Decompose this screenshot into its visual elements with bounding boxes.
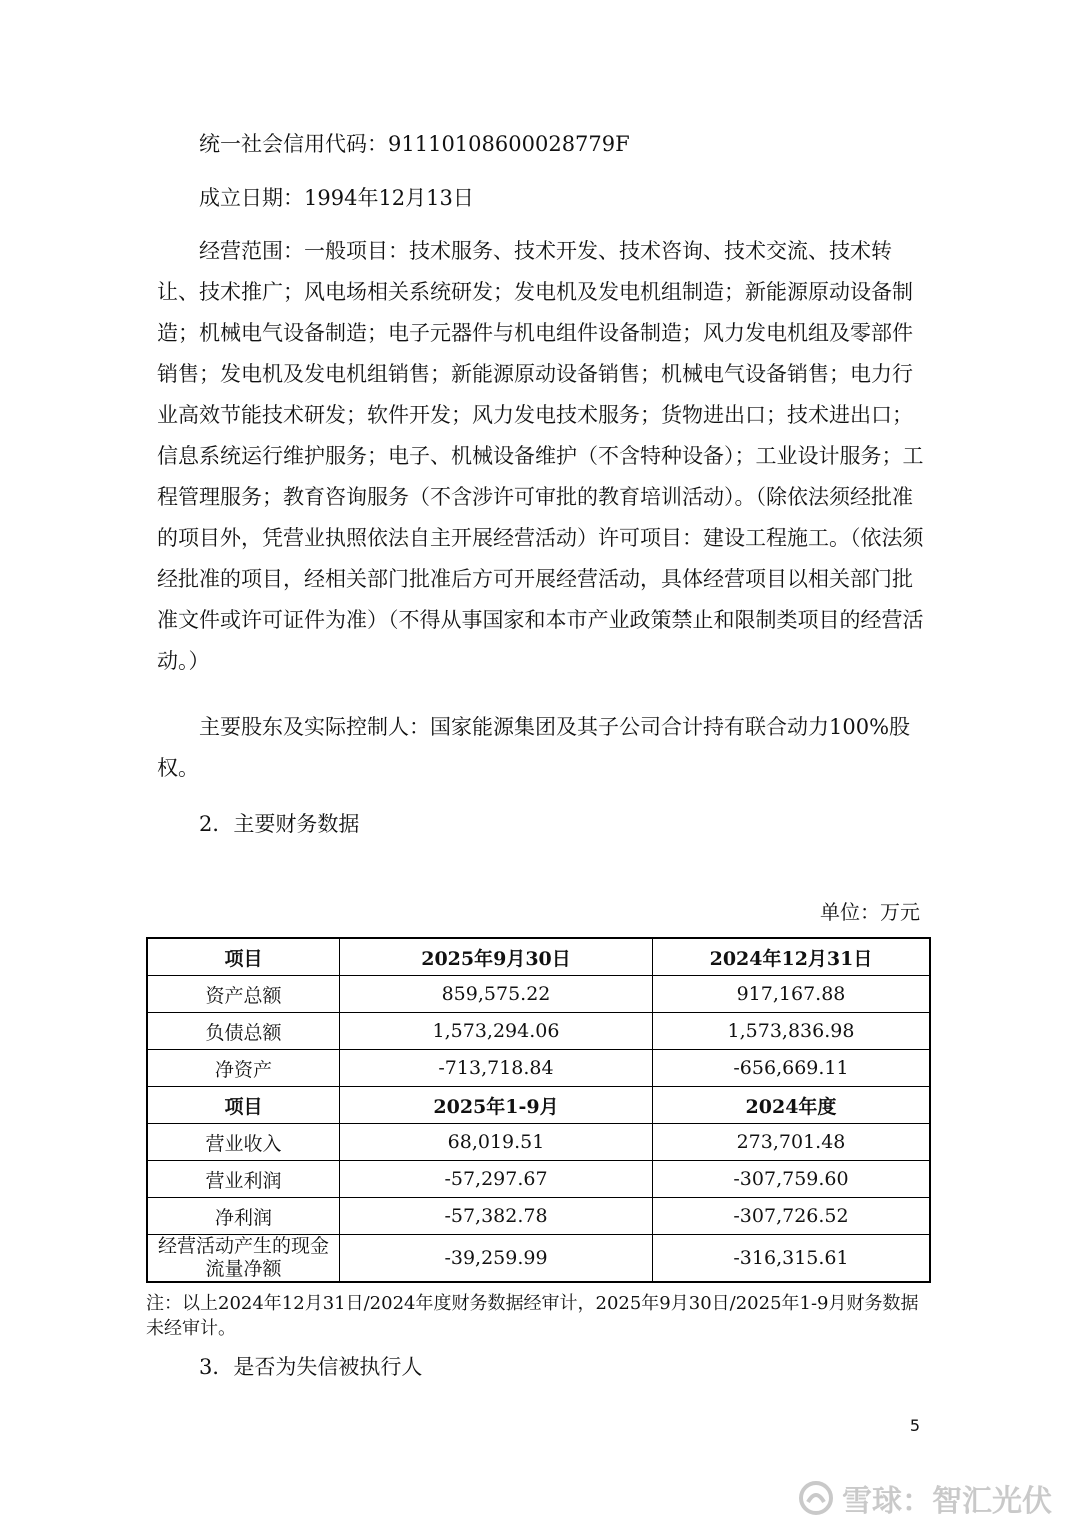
- table-cell: -656,669.11: [653, 1050, 931, 1087]
- business-scope: 经营范围：一般项目：技术服务、技术开发、技术咨询、技术交流、技术转让、技术推广；风电场相关系统研发；发电机及发电机组制造；新能源原动设备制造；机械电气设备制造；电子元器件与机电组件设备制造；风力发电机组及零部件销售；发电机及发电机组销售；新能源原动设备销售；机械电气设备销售；电力行业高效节能技术研发；软件开发；风力发电技术服务；货物进出口；技术进出口；信息系统运行维护服务；电子、机械设备维护（不含特种设备）；工业设计服务；工程管理服务；教育咨询服务（不含涉许可审批的教育培训活动）。（除依法须经批准的项目外，凭营业执照依法自主开展经营活动）许可项目：建设工程施工。（依法须经批准的项目，经相关部门批准后方可开展经营活动，具体经营项目以相关部门批准文件或许可证件为准）（不得从事国家和本市产业政策禁止和限制类项目的经营活动。）: [157, 239, 924, 673]
- section-2-heading: 2．主要财务数据: [199, 812, 360, 836]
- table-cell: -307,726.52: [653, 1198, 931, 1235]
- table-row: [147, 1050, 930, 1087]
- table-cell: 营业利润: [147, 1161, 340, 1198]
- table-row: [147, 1124, 930, 1161]
- table-cell: 1,573,294.06: [340, 1013, 653, 1050]
- table-note: 注：以上2024年12月31日/2024年度财务数据经审计，2025年9月30日/2025年1-9月财务数据未经审计。: [146, 1293, 919, 1339]
- table-cell: 68,019.51: [340, 1124, 653, 1161]
- table-row: [147, 1161, 930, 1198]
- founded-date: 成立日期：1994年12月13日: [199, 186, 474, 210]
- table-cell: -57,382.78: [340, 1198, 653, 1235]
- table-header-row: [147, 1087, 930, 1124]
- table-cell: -713,718.84: [340, 1050, 653, 1087]
- table-header-cell: 2024年度: [653, 1087, 931, 1124]
- table-cell: 917,167.88: [653, 976, 931, 1013]
- table-cell: -39,259.99: [340, 1235, 653, 1283]
- table-header-cell: 项目: [147, 938, 340, 976]
- table-cell: -316,315.61: [653, 1235, 931, 1283]
- table-header-row: [147, 938, 930, 976]
- table-cell: 经营活动产生的现金流量净额: [147, 1235, 340, 1283]
- table-cell: 营业收入: [147, 1124, 340, 1161]
- table-header-cell: 项目: [147, 1087, 340, 1124]
- table-cell: -307,759.60: [653, 1161, 931, 1198]
- table-cell: 负债总额: [147, 1013, 340, 1050]
- shareholder: 主要股东及实际控制人：国家能源集团及其子公司合计持有联合动力100%股权。: [157, 715, 911, 780]
- table-row: [147, 1013, 930, 1050]
- credit-code: 统一社会信用代码：91110108600028779F: [199, 132, 630, 156]
- table-cell: 273,701.48: [653, 1124, 931, 1161]
- table-header-cell: 2025年9月30日: [340, 938, 653, 976]
- unit-label: 单位：万元: [820, 900, 920, 924]
- table-cell: 净资产: [147, 1050, 340, 1087]
- page-number: 5: [909, 1416, 920, 1435]
- table-cell: -57,297.67: [340, 1161, 653, 1198]
- table-row: [147, 1235, 930, 1283]
- section-3-heading: 3．是否为失信被执行人: [199, 1355, 423, 1379]
- table-cell: 净利润: [147, 1198, 340, 1235]
- table-cell: 859,575.22: [340, 976, 653, 1013]
- table-header-cell: 2024年12月31日: [653, 938, 931, 976]
- table-row: [147, 976, 930, 1013]
- table-cell: 1,573,836.98: [653, 1013, 931, 1050]
- watermark-text: 雪球：智汇光伏: [842, 1484, 1052, 1519]
- table-cell: 资产总额: [147, 976, 340, 1013]
- table-header-cell: 2025年1-9月: [340, 1087, 653, 1124]
- financial-table: [146, 937, 931, 1283]
- snowball-logo-icon: [798, 1480, 834, 1516]
- table-row: [147, 1198, 930, 1235]
- watermark: [798, 1476, 1052, 1520]
